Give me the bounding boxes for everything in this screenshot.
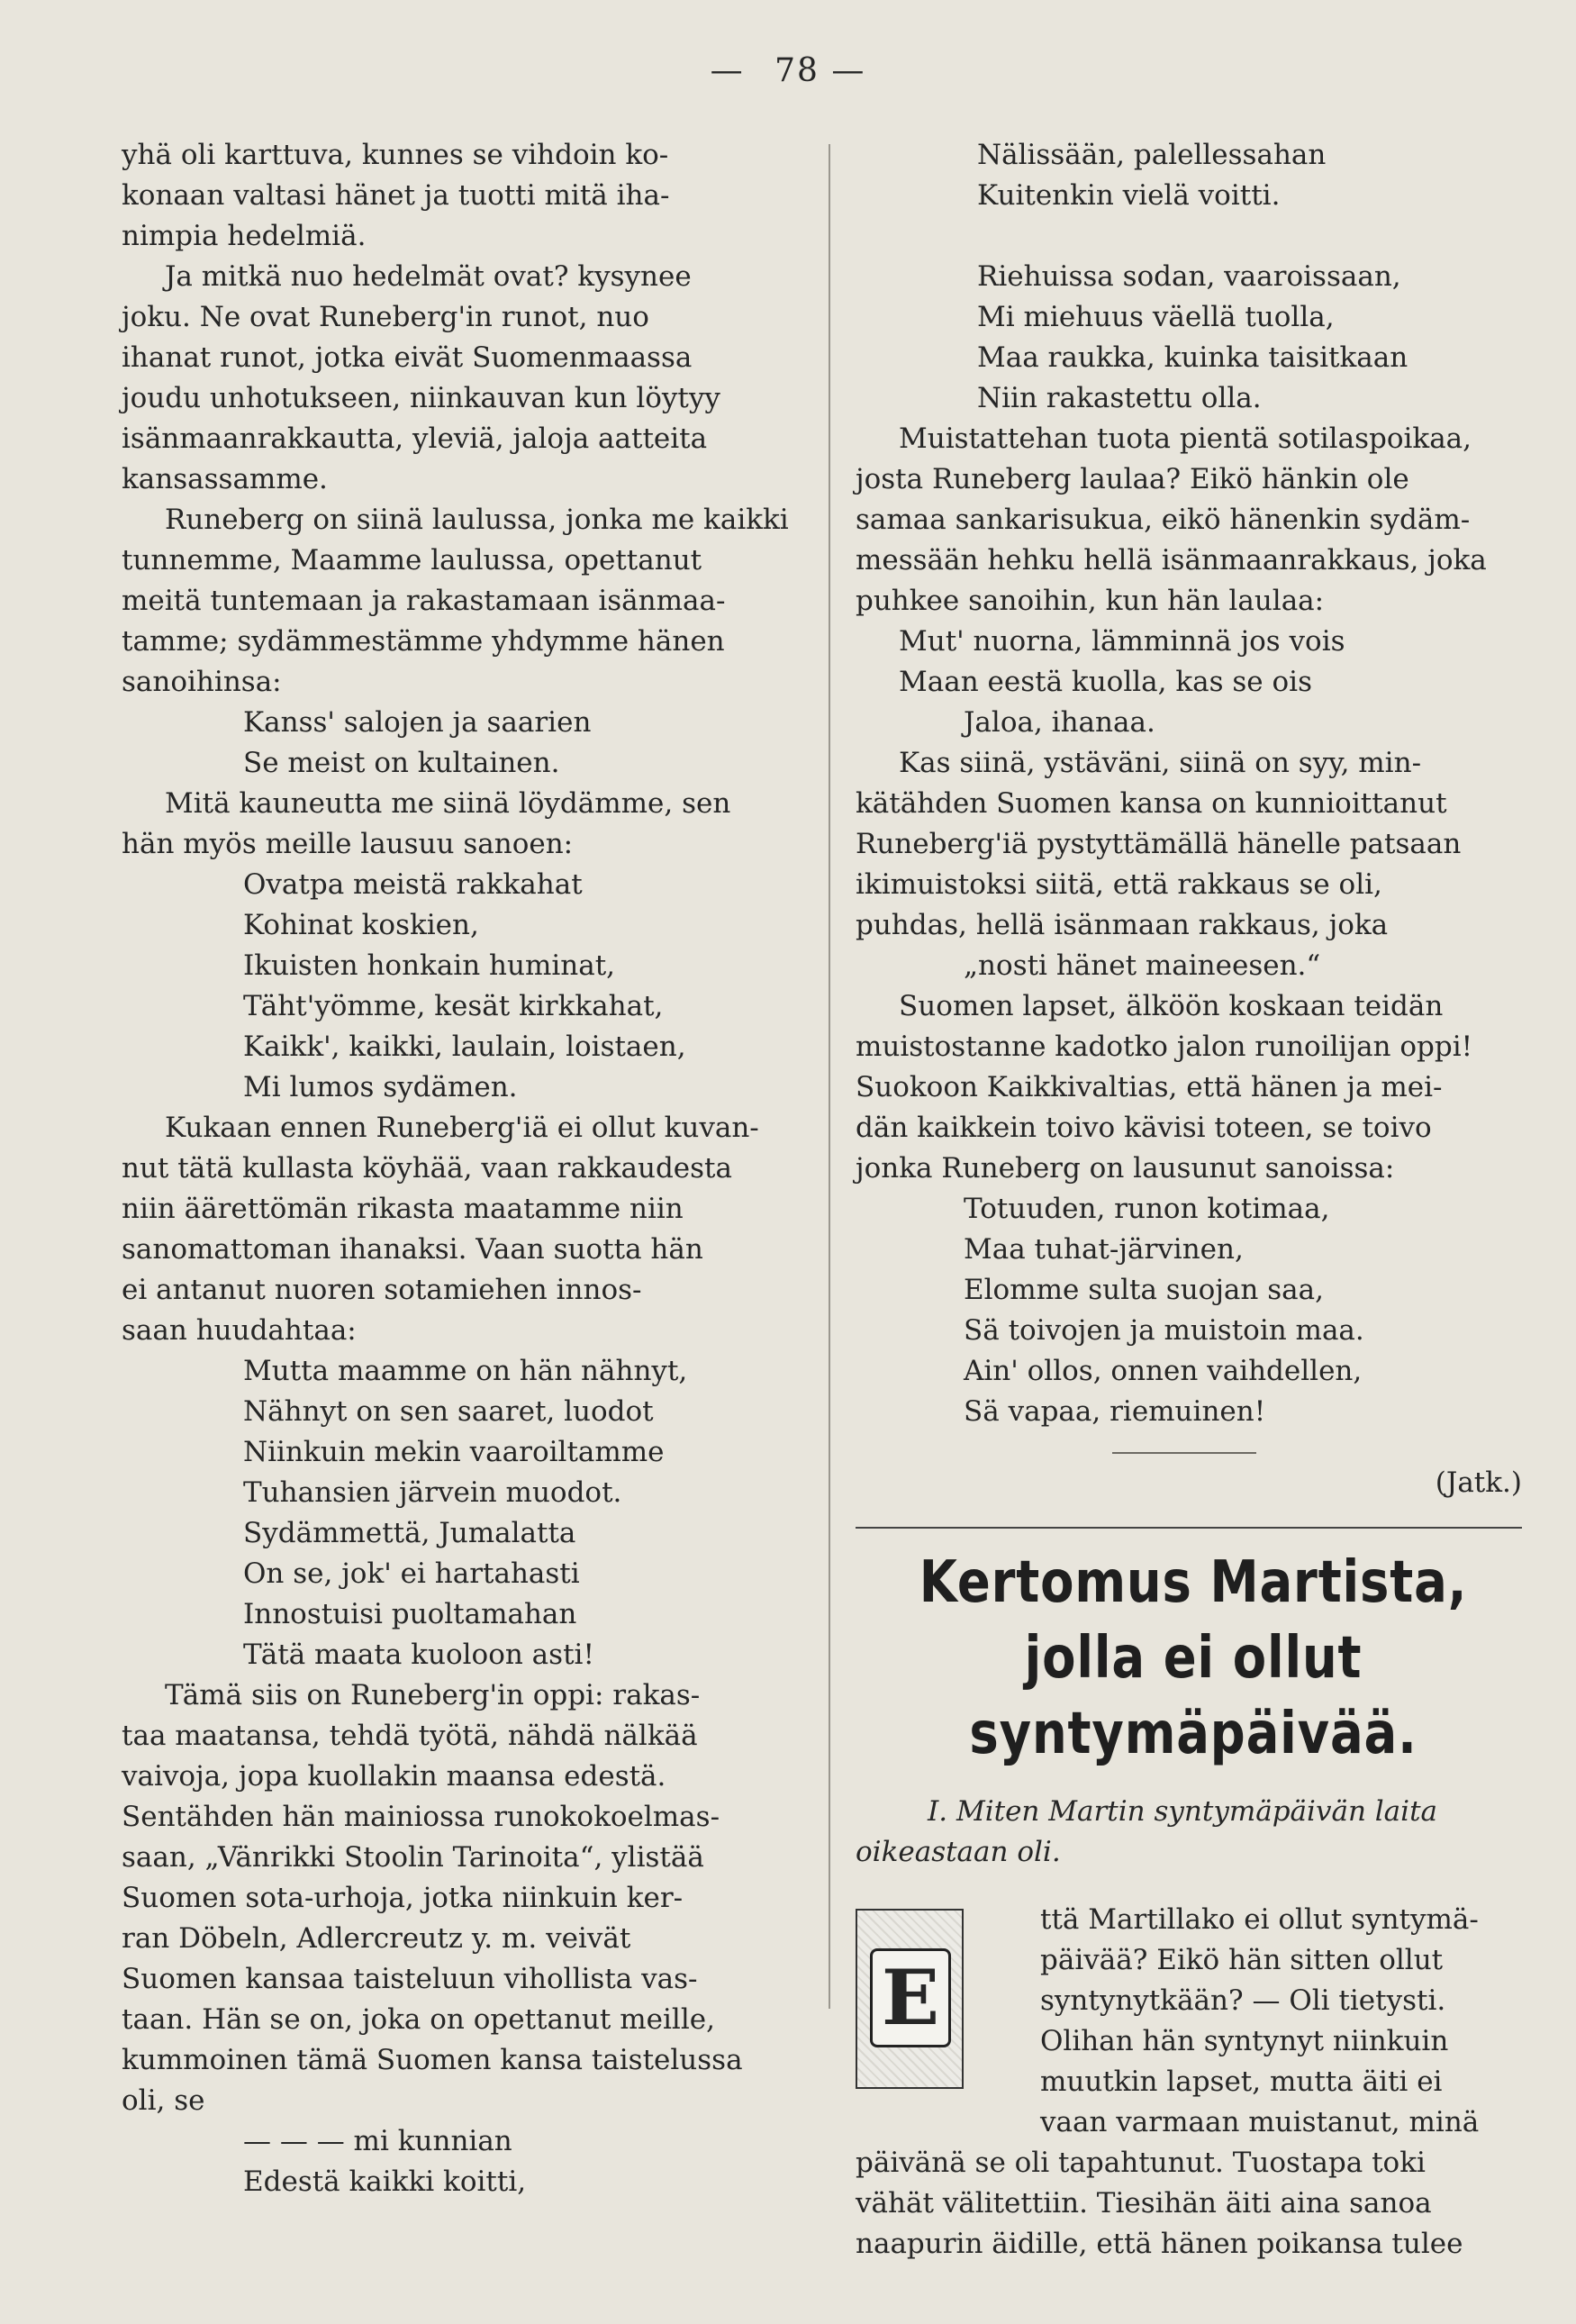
text-line: ikimuistoksi siitä, että rakkaus se oli, xyxy=(856,868,1382,901)
text-line: päivää? Eikö hän sitten ollut xyxy=(1040,1944,1444,1976)
initial-letter: E xyxy=(870,1948,951,2047)
verse-line: Nähnyt on sen saaret, luodot xyxy=(243,1395,654,1428)
verse-8 xyxy=(856,1189,1531,1432)
text-line: konaan valtasi hänet ja tuotti mitä iha- xyxy=(122,179,670,212)
verse-line: Niin rakastettu olla. xyxy=(977,382,1262,414)
text-line: Kukaan ennen Runeberg'iä ei ollut kuvan- xyxy=(165,1112,759,1144)
verse-line: On se, jok' ei hartahasti xyxy=(243,1557,580,1590)
verse-line: Nälissään, palellessahan xyxy=(977,139,1327,171)
quote-line: „nosti hänet maineesen.“ xyxy=(964,949,1321,982)
verse-line: Elomme sulta suojan saa, xyxy=(964,1274,1324,1306)
blank-line xyxy=(856,216,1531,257)
verse-line: — — — mi kunnian xyxy=(243,2125,512,2157)
text-line: puhkee sanoihin, kun hän laulaa: xyxy=(856,585,1325,617)
verse-line: Maa raukka, kuinka taisitkaan xyxy=(977,341,1408,374)
verse-line: Täht'yömme, kesät kirkkahat, xyxy=(243,990,664,1022)
section-heading-text-2: oikeastaan oli. xyxy=(856,1836,1061,1868)
verse-line: Niinkuin mekin vaaroiltamme xyxy=(243,1436,665,1468)
verse-line: Innostuisi puoltamahan xyxy=(243,1598,577,1630)
text-line: vaan varmaan muistanut, minä xyxy=(1040,2106,1480,2138)
text-line: vaivoja, jopa kuollakin maansa edestä. xyxy=(122,1760,666,1793)
text-line: jonka Runeberg on lausunut sanoissa: xyxy=(856,1152,1395,1185)
section-rule xyxy=(1112,1452,1256,1454)
text-line: taan. Hän se on, joka on opettanut meille, xyxy=(122,2003,715,2036)
verse-line: Mutta maamme on hän nähnyt, xyxy=(243,1355,688,1387)
text-line: hän myös meille lausuu sanoen: xyxy=(122,828,574,860)
text-line: niin äärettömän rikasta maatamme niin xyxy=(122,1193,684,1225)
page-number-line: — 78 — xyxy=(710,52,866,89)
text-line: saan, „Vänrikki Stoolin Tarinoita“, ylistää xyxy=(122,1841,704,1874)
text-line: Mitä kauneutta me siinä löydämme, sen xyxy=(165,787,731,820)
text-line: Kas siinä, ystäväni, siinä on syy, min- xyxy=(899,747,1422,779)
verse-line: Mi lumos sydämen. xyxy=(243,1071,518,1103)
article-title: Kertomus Martista, jolla ei ollut syntymäpäivää. xyxy=(919,1549,1468,1767)
text-line: tamme; sydämmestämme yhdymme hänen xyxy=(122,625,725,658)
verse-line: Sä vapaa, riemuinen! xyxy=(964,1395,1266,1428)
text-line: saan huudahtaa: xyxy=(122,1314,357,1347)
verse-line: Ain' ollos, onnen vaihdellen, xyxy=(964,1355,1363,1387)
text-line: Sentähden hän mainiossa runokokoelmas- xyxy=(122,1801,720,1833)
text-line: muistostanne kadotko jalon runoilijan oppi! xyxy=(856,1030,1473,1063)
paragraph-5 xyxy=(122,1108,806,1351)
verse-3 xyxy=(122,1351,806,1675)
paragraph-3 xyxy=(122,500,806,703)
verse-4 xyxy=(122,2121,806,2202)
page-number: 78 xyxy=(774,52,820,89)
verse-line: Ikuisten honkain huminat, xyxy=(243,949,616,982)
text-line: naapurin äidille, että hänen poikansa tulee xyxy=(856,2228,1463,2260)
text-line: nut tätä kullasta köyhää, vaan rakkaudesta xyxy=(122,1152,732,1185)
text-line: kummoinen tämä Suomen kansa taistelussa xyxy=(122,2044,743,2076)
paragraph-6 xyxy=(122,1675,806,2121)
text-line: puhdas, hellä isänmaan rakkaus, joka xyxy=(856,909,1389,941)
verse-line: Jaloa, ihanaa. xyxy=(964,706,1155,739)
paragraph-2 xyxy=(122,257,806,500)
verse-line: Kuitenkin vielä voitti. xyxy=(977,179,1281,212)
paragraph-9 xyxy=(856,986,1531,1189)
column-divider xyxy=(829,144,830,2009)
text-line: Runeberg on siinä laulussa, jonka me kaikki xyxy=(165,504,789,536)
text-line: tunnemme, Maamme laulussa, opettanut xyxy=(122,544,702,576)
text-line: sanomattoman ihanaksi. Vaan suotta hän xyxy=(122,1233,703,1266)
verse-5 xyxy=(856,135,1531,216)
paragraph-4 xyxy=(122,784,806,865)
text-line: Suomen sota-urhoja, jotka niinkuin ker- xyxy=(122,1882,684,1914)
text-line: syntynytkään? — Oli tietysti. xyxy=(1040,1984,1446,2017)
verse-7 xyxy=(856,622,1531,743)
text-line: Olihan hän syntynyt niinkuin xyxy=(1040,2025,1449,2057)
verse-line: Totuuden, runon kotimaa, xyxy=(964,1193,1330,1225)
verse-line: Kanss' salojen ja saarien xyxy=(243,706,592,739)
verse-line: Maan eestä kuolla, kas se ois xyxy=(899,666,1312,698)
verse-line: Kaikk', kaikki, laulain, loistaen, xyxy=(243,1030,686,1063)
section-heading-text: Miten Martin syntymäpäivän laita xyxy=(956,1795,1438,1828)
verse-1 xyxy=(122,703,806,784)
text-line: päivänä se oli tapahtunut. Tuostapa toki xyxy=(856,2147,1426,2179)
text-line: josta Runeberg laulaa? Eikö hänkin ole xyxy=(856,463,1409,495)
verse-line: Mut' nuorna, lämminnä jos vois xyxy=(899,625,1345,658)
text-line: kätähden Suomen kansa on kunnioittanut xyxy=(856,787,1447,820)
verse-line: Ovatpa meistä rakkahat xyxy=(243,868,583,901)
text-line: yhä oli karttuva, kunnes se vihdoin ko- xyxy=(122,139,669,171)
text-line: Tämä siis on Runeberg'in oppi: rakas- xyxy=(165,1679,701,1711)
text-line: muutkin lapset, mutta äiti ei xyxy=(1040,2065,1443,2098)
text-line: kansassamme. xyxy=(122,463,328,495)
text-line: taa maatansa, tehdä työtä, nähdä nälkää xyxy=(122,1720,698,1752)
verse-line: Tuhansien järvein muodot. xyxy=(243,1476,622,1509)
text-line: samaa sankarisukua, eikö hänenkin sydäm- xyxy=(856,504,1471,536)
paragraph-1 xyxy=(122,135,806,257)
text-line: Suokoon Kaikkivaltias, että hänen ja mei- xyxy=(856,1071,1443,1103)
section-subheading xyxy=(856,1792,1531,1873)
right-column xyxy=(856,135,1531,2265)
dropcap-paragraph xyxy=(856,1900,1531,2265)
verse-line: Sä toivojen ja muistoin maa. xyxy=(964,1314,1364,1347)
text-line: Suomen kansaa taisteluun vihollista vas- xyxy=(122,1963,698,1995)
text-line: vähät välitettiin. Tiesihän äiti aina sanoa xyxy=(856,2187,1432,2220)
paragraph-8 xyxy=(856,743,1531,986)
text-line: Ja mitkä nuo hedelmät ovat? kysynee xyxy=(165,260,692,293)
text-line: oli, se xyxy=(122,2084,205,2117)
text-line: dän kaikkein toivo kävisi toteen, se toivo xyxy=(856,1112,1432,1144)
left-column xyxy=(122,135,806,2202)
verse-line: Se meist on kultainen. xyxy=(243,747,560,779)
paragraph-7 xyxy=(856,419,1531,622)
text-line: messään hehku hellä isänmaanrakkaus, joka xyxy=(856,544,1487,576)
verse-line: Maa tuhat-järvinen, xyxy=(964,1233,1244,1266)
text-line: isänmaanrakkautta, yleviä, jaloja aatteita xyxy=(122,422,708,455)
verse-line: Edestä kaikki koitti, xyxy=(243,2165,527,2198)
verse-line: Tätä maata kuoloon asti! xyxy=(243,1639,594,1671)
text-line: ei antanut nuoren sotamiehen innos- xyxy=(122,1274,642,1306)
text-line: joku. Ne ovat Runeberg'in runot, nuo xyxy=(122,301,649,333)
verse-6 xyxy=(856,257,1531,419)
verse-line: Riehuissa sodan, vaaroissaan, xyxy=(977,260,1401,293)
text-line: sanoihinsa: xyxy=(122,666,282,698)
text-line: nimpia hedelmiä. xyxy=(122,220,367,252)
decorated-initial xyxy=(856,1909,964,2089)
verse-line: Mi miehuus väellä tuolla, xyxy=(977,301,1335,333)
text-line: meitä tuntemaan ja rakastamaan isänmaa- xyxy=(122,585,726,617)
text-line: ran Döbeln, Adlercreutz y. m. veivät xyxy=(122,1922,631,1955)
verse-2 xyxy=(122,865,806,1108)
text-line: ttä Martillako ei ollut syntymä- xyxy=(1040,1903,1479,1936)
text-line: ihanat runot, jotka eivät Suomenmaassa xyxy=(122,341,693,374)
verse-line: Kohinat koskien, xyxy=(243,909,479,941)
text-line: Runeberg'iä pystyttämällä hänelle patsaan xyxy=(856,828,1462,860)
continued-note: (Jatk.) xyxy=(1435,1466,1522,1499)
section-number: I. xyxy=(928,1795,948,1828)
text-line: Muistattehan tuota pientä sotilaspoikaa, xyxy=(899,422,1472,455)
text-line: joudu unhotukseen, niinkauvan kun löytyy xyxy=(122,382,720,414)
article-separator xyxy=(856,1527,1522,1529)
text-line: Suomen lapset, älköön koskaan teidän xyxy=(899,990,1444,1022)
verse-line: Sydämmettä, Jumalatta xyxy=(243,1517,576,1549)
